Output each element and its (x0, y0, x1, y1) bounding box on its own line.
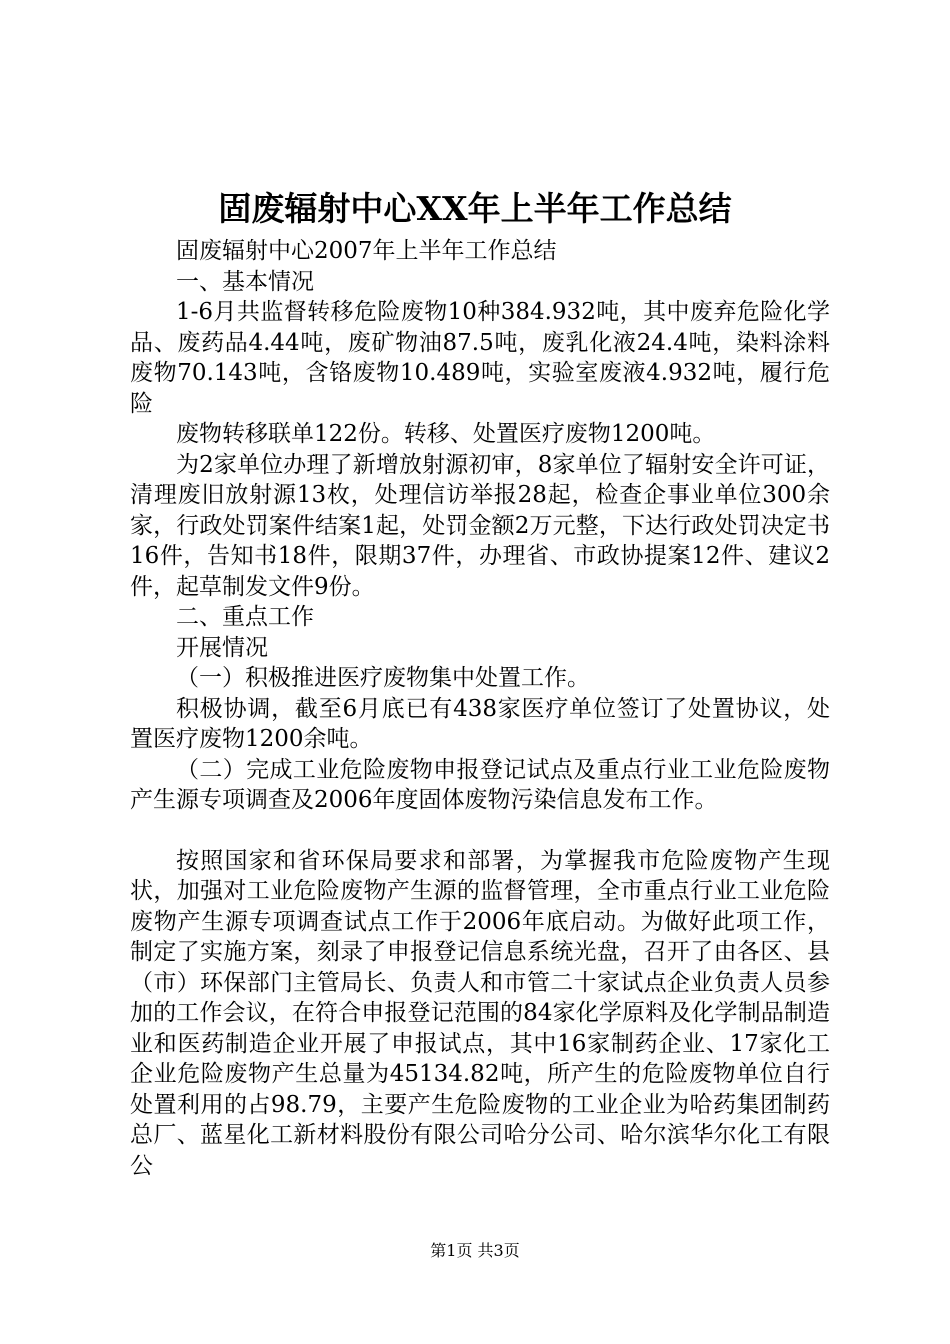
paragraph-medical-waste: 积极协调，截至6月底已有438家医疗单位签订了处置协议，处置医疗废物1200余吨。 (130, 695, 830, 752)
subsection-heading-industrial-waste: （二）完成工业危险废物申报登记试点及重点行业工业危险废物产生源专项调查及2006年度固体废物污染信息发布工作。 (130, 756, 830, 813)
paragraph-subtitle: 固废辐射中心2007年上半年工作总结 (176, 238, 557, 264)
section-heading-key-work: 二、重点工作 (176, 604, 314, 630)
paragraph-radiation-work: 为2家单位办理了新增放射源初审，8家单位了辐射安全许可证，清理废旧放射源13枚，处理信访举报28起，检查企事业单位300余家，行政处罚案件结案1起，处罚金额2万元整，下达行政处罚决定书16件，告知书18件，限期37件，办理省、市政协提案12件、建议2件，起草制发文件9份。 (130, 451, 830, 600)
section-heading-basic-situation: 一、基本情况 (176, 268, 314, 295)
paragraph-hazardous-waste-transfer: 1-6月共监督转移危险废物10种384.932吨，其中废弃危险化学品、废药品4.44吨，废矿物油87.5吨，废乳化液24.4吨，染料涂料废物70.143吨，含铬废物10.489吨，实验室废液4.932吨，履行危险 (130, 299, 830, 417)
paragraph-survey-details: 按照国家和省环保局要求和部署，为掌握我市危险废物产生现状，加强对工业危险废物产生源的监督管理，全市重点行业工业危险废物产生源专项调查试点工作于2006年底启动。为做好此项工作，制定了实施方案，刻录了申报登记信息系统光盘，召开了由各区、县（市）环保部门主管局长、负责人和市管二十家试点企业负责人员参加的工作会议，在符合申报登记范围的84家化学原料及化学制品制造业和医药制造企业开展了申报试点，其中16家制药企业、17家化工企业危险废物产生总量为45134.82吨，所产生的危险废物单位自行处置利用的占98.79，主要产生危险废物的工业企业为哈药集团制药总厂、蓝星化工新材料股份有限公司哈分公司、哈尔滨华尔化工有限公 (130, 847, 830, 1179)
document-title: 固废辐射中心XX年上半年工作总结 (218, 189, 732, 228)
page-footer: 第1页 共3页 (430, 1241, 520, 1260)
document-body (130, 236, 830, 1181)
paragraph-progress: 开展情况 (176, 634, 268, 661)
paragraph-transfer-forms: 废物转移联单122份。转移、处置医疗废物1200吨。 (176, 421, 716, 447)
subsection-heading-medical-waste: （一）积极推进医疗废物集中处置工作。 (176, 665, 590, 691)
